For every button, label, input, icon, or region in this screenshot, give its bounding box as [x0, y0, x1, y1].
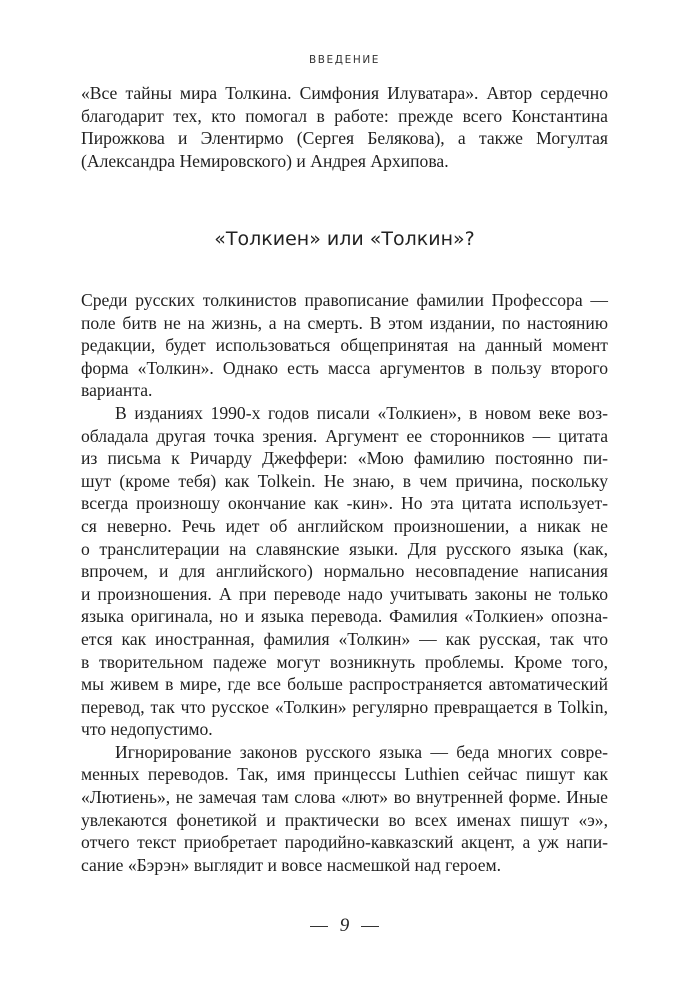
text-line: шут (кроме тебя) как Tolkein. Не знаю, в чем причина, поскольку	[81, 470, 608, 491]
running-head: ВВЕДЕНИЕ	[308, 54, 381, 66]
folio-dash-left	[310, 926, 328, 927]
text-line: варианта.	[81, 380, 153, 401]
intro-paragraph	[81, 82, 608, 172]
text-line: перевод, так что русское «Толкин» регулярно превращается в Tolkin,	[81, 696, 608, 717]
text-line: благодарит тех, кто помогал в работе: прежде всего Константина	[81, 105, 608, 126]
page-number-footer	[0, 915, 689, 937]
text-line: Среди русских толкинистов правописание фамилии Профессора —	[81, 290, 608, 310]
text-line: ся неверно. Речь идет об английском произношении, а никак не	[81, 515, 608, 536]
text-line: редакции, будет использоваться общепринятая на данный момент	[81, 335, 608, 356]
paragraph-3	[81, 741, 608, 877]
text-line: поле битв не на жизнь, а на смерть. В этом издании, по настоянию	[81, 312, 608, 333]
text-line: (Александра Немировского) и Андрея Архипова.	[81, 150, 449, 171]
text-line: всегда произношу окончание как -кин». Но эта цитата использует-	[81, 493, 608, 514]
text-line: Игнорирование законов русского языка — беда многих совре-	[115, 741, 608, 762]
text-line: языка оригинала, но и языка перевода. Фамилия «Толкиен» опозна-	[81, 606, 608, 627]
text-line: «Лютиень», не замечая там слова «лют» во внутренней форме. Иные	[81, 787, 608, 808]
text-line: форма «Толкин». Однако есть масса аргументов в пользу второго	[81, 357, 608, 378]
text-line: отчего текст приобретает пародийно-кавказский акцент, а уж напи-	[81, 832, 608, 853]
text-line: впрочем, и для английского) нормально несовпадение написания	[81, 561, 608, 582]
folio-dash-right	[361, 926, 379, 927]
text-line: сание «Бэрэн» выглядит и вовсе насмешкой над героем.	[81, 854, 502, 875]
text-line: менных переводов. Так, имя принцессы Luthien сейчас пишут как	[81, 764, 608, 785]
text-line: что недопустимо.	[81, 719, 213, 740]
paragraph-2	[81, 402, 608, 741]
body-text	[81, 289, 608, 876]
text-line: в творительном падеже могут возникнуть проблемы. Кроме того,	[81, 651, 608, 672]
text-line: обладала другая точка зрения. Аргумент ее сторонников — цитата	[81, 425, 608, 446]
text-line: мы живем в мире, где все больше распространяется автоматический	[81, 674, 608, 695]
section-heading: «Толкиен» или «Толкин»?	[214, 228, 475, 250]
paragraph-1	[81, 289, 608, 402]
text-line: увлекаются фонетикой и практически во всех именах пишут «э»,	[81, 809, 608, 830]
text-line: из письма к Ричарду Джеффери: «Мою фамилию постоянно пи-	[81, 448, 608, 469]
text-line: ется как иностранная, фамилия «Толкин» — как русская, так что	[81, 628, 608, 649]
text-line: В изданиях 1990-х годов писали «Толкиен», в новом веке воз-	[115, 402, 608, 423]
text-line: о транслитерации на славянские языки. Для русского языка (как,	[81, 538, 608, 559]
text-line: «Все тайны мира Толкина. Симфония Илуватара». Автор сердечно	[81, 83, 608, 103]
page-number: 9	[339, 915, 350, 936]
text-line: и произношения. А при переводе надо учитывать законы не только	[81, 583, 608, 604]
text-line: Пирожкова и Элентирмо (Сергея Белякова), а также Могултая	[81, 128, 608, 149]
